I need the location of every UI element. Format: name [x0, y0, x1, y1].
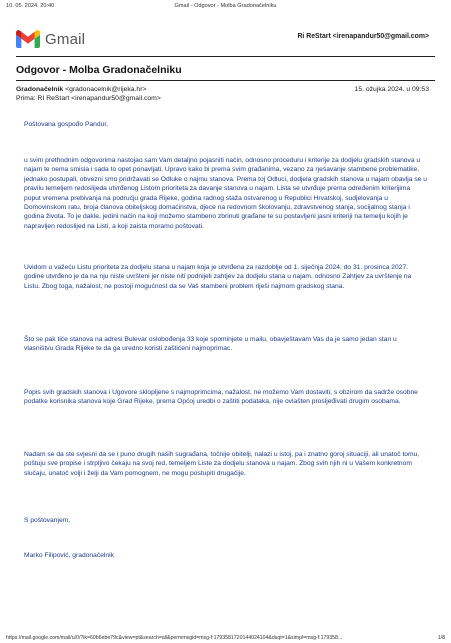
print-header — [6, 3, 445, 13]
account-label: Ri ReStart <irenapandur50@gmail.com> — [297, 33, 429, 40]
body-paragraph: u svim prethodnim odgovorima nastojao sam Vam detaljno pojasniti način, odnosno proceduru i kriterije za dodjelu gradskih stanova u najam te nema smisla i sada to opet ponavljati. Upravo kako bi prema svim građanima, vezano za rješavanje stambene problematike, jednako postupali, obvezni smo pridržavati se Odluke o najmu stanova. Prema toj Odluci, dodjela gradskih stanova u najam obavlja se u pravilu temeljem redoslijeda utvrđenog Listom prioriteta za davanje stanova u najam. Lista se utvrđuje prema određenim kriterijima poput vremena prebivanja na području grada Rijeke, godina radnog staža ostvarenog u Republici Hrvatskoj, sudjelovanja u Domovinskom ratu, broja članova obiteljskog domaćinstva, djece na redovnom školovanju, zdravstvenog stanja, socijalnog stanja i godina života. To je dakle, jedini način na koji možemo stambeno zbrinuti građane te su postavljeni jasni kriteriji na temelju kojih je napravljen redoslijed na Listi, a koji zaista moramo poštovati. — [24, 157, 427, 230]
gmail-logo — [16, 28, 85, 50]
gmail-m-icon — [16, 30, 40, 48]
subject-divider — [16, 80, 435, 81]
body-paragraph: Popis svih gradskih stanova i Ugovore sklopljene s najmoprimcima, nažalost, ne možemo Vam dostaviti, s obzirom da sadrže osobne podatke korisnika stanova koje Grad Rijeke, prema Općoj uredbi o zaštiti podataka, nije ovlašten prosljeđivati drugim osobama. — [24, 389, 418, 406]
greeting: Poštovana gospođo Pandur, — [24, 121, 109, 128]
sender-line — [16, 86, 146, 93]
print-title: Gmail - Odgovor - Molba Gradonačelniku — [174, 3, 277, 9]
sender-name: Gradonačelnik — [16, 86, 64, 93]
body-paragraph: Nadam se da ste svjesni da se i puno drugih naših sugrađana, točnije obitelji, nalazi u istoj, pa i znatno goroj situaciji, ali unatoč tomu, poštuju sve propise i strpljivo čekaju na svoj red, temeljem Liste za dodjelu stanova u najam. Zbog svih njih ni u Vašem konkretnom slučaju, unatoč volji i želji da Vam pomognem, ne mogu postupiti drugačije. — [24, 451, 420, 477]
message-date: 15. ožujka 2024. u 09:53 — [354, 86, 429, 93]
closing: S poštovanjem, — [24, 517, 71, 524]
sender-address: <gradonacelnik@rijeka.hr> — [65, 86, 147, 93]
recipient-line: Prima: RI ReStart <irenapandur50@gmail.com> — [16, 95, 161, 102]
header-divider — [16, 56, 435, 57]
email-subject: Odgovor - Molba Gradonačelniku — [16, 64, 182, 76]
print-datetime: 10. 05. 2024. 20:40 — [6, 3, 55, 9]
gmail-wordmark: Gmail — [45, 30, 86, 48]
page-url: https://mail.google.com/mail/u/0/?ik=60b6ebe79c&view=pt&search=all&permmsgid=msg-f:1793581720144024104&dsqt=1&simpl=msg-f:179358... — [6, 635, 343, 641]
signature: Marko Filipović, gradonačelnik — [24, 552, 114, 559]
body-paragraph: Uvidom u važeću Listu prioriteta za dodjelu stana u najam koja je utvrđena za razdoblje od 1. siječnja 2024. do 31. prosinca 2027. godine utvrđeno je da na nju niste uvršteni jer niste niti podnijeli zahtjev za dodjelu stana u najam, odnosno Zahtjev za uvrštenje na Listu. Zbog toga, nažalost, ne postoji mogućnost da se Vaš stambeni problem riješi najmom gradskog stana. — [24, 264, 412, 290]
body-paragraph: Što se pak tiče stanova na adresi Bulevar oslobođenja 33 koje spominjete u mailu, obavještavam Vas da je samo jedan stan u vlasništvu Grada Rijeke te da ga uredno koristi zaštićeni najmoprimac. — [24, 336, 397, 353]
page-number: 1/8 — [437, 635, 445, 641]
